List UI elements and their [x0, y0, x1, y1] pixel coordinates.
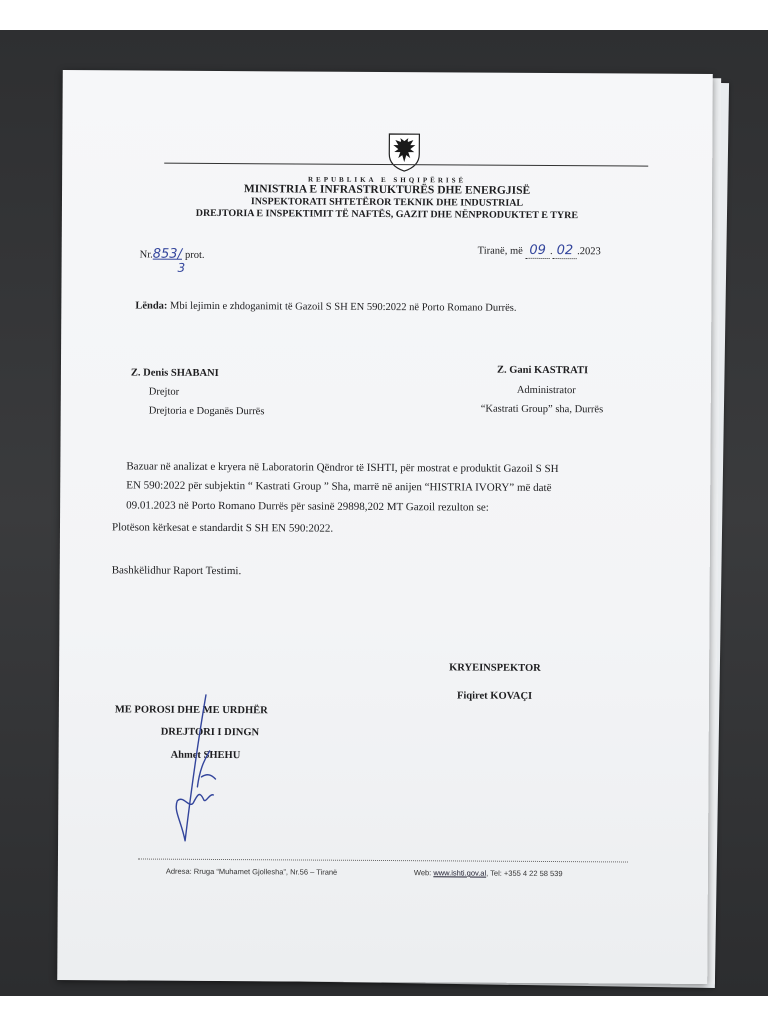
date-month: 02 — [553, 243, 578, 259]
body-line: EN 590:2022 për subjektin “ Kastrati Group ” Sha, marrë në anijen “HISTRIA IVORY” më datë — [126, 479, 552, 495]
date-year: .2023 — [577, 246, 601, 258]
footer-divider — [138, 858, 628, 862]
protocol-suffix: prot. — [184, 249, 205, 261]
republic-line: REPUBLIKA E SHQIPËRISË — [307, 175, 467, 185]
recipient-right-org: “Kastrati Group” sha, Durrës — [480, 403, 604, 416]
attachment-note: Bashkëlidhur Raport Testimi. — [111, 564, 242, 578]
recipient-right-title: Administrator — [516, 384, 576, 397]
footer-web-link[interactable]: www.ishti.gov.al — [433, 868, 487, 878]
handwritten-signature — [163, 691, 234, 851]
date-day: 09 — [525, 243, 550, 259]
document-date: Tiranë, më 09 . 02 .2023 — [477, 242, 601, 259]
date-place: Tiranë, më — [477, 245, 523, 257]
directorate-name: DREJTORIA E INSPEKTIMIT TË NAFTËS, GAZIT DHE NËNPRODUKTET E TYRE — [195, 207, 579, 222]
ministry-name: MINISTRIA E INFRASTRUKTURËS DHE ENERGJISË — [243, 183, 531, 197]
chief-inspector-name: Fiqiret KOVAÇI — [456, 690, 533, 702]
document-page — [57, 70, 713, 984]
protocol-number-handwritten: 853/ — [152, 246, 183, 262]
subject-line — [135, 300, 516, 313]
recipient-left-title: Drejtor — [148, 386, 180, 398]
subject-text: Mbi lejimin e zhdoganimit të Gazoil S SH EN 590:2022 në Porto Romano Durrës. — [170, 300, 517, 314]
director-title: DREJTORI I DINGN — [160, 726, 260, 739]
footer-contact — [414, 868, 563, 878]
inspectorate-name: INSPEKTORATI SHTETËROR TEKNIK DHE INDUSTRIAL — [250, 196, 524, 209]
body-conclusion: Plotëson kërkesat e standardit S SH EN 590:2022. — [111, 521, 334, 535]
footer-web-label: Web: — [413, 868, 432, 878]
chief-inspector-title: KRYEINSPEKTOR — [449, 662, 541, 674]
body-line: Bazuar në analizat e kryera në Laboratorin Qëndror të ISHTI, për mostrat e produktit Gazoil S SH — [126, 460, 559, 476]
order-line: ME POROSI DHE ME URDHËR — [114, 704, 268, 717]
recipient-left-name: Z. Denis SHABANI — [130, 367, 219, 379]
recipient-left-org: Drejtoria e Doganës Durrës — [148, 405, 265, 418]
body-line: 09.01.2023 në Porto Romano Durrës për sasinë 29898,202 MT Gazoil rezulton se: — [126, 499, 489, 514]
footer-address: Adresa: Rruga “Muhamet Gjollesha”, Nr.56 – Tiranë — [165, 866, 338, 877]
subject-label: Lënda: — [135, 300, 168, 312]
protocol-number — [140, 246, 205, 261]
protocol-prefix: Nr. — [139, 249, 153, 261]
protocol-subnumber: 3 — [177, 260, 186, 275]
albanian-eagle-emblem-icon — [386, 132, 422, 172]
director-name: Ahmet SHEHU — [170, 749, 241, 762]
footer-tel: , Tel: +355 4 22 58 539 — [486, 868, 563, 879]
recipient-right-name: Z. Gani KASTRATI — [496, 364, 589, 377]
